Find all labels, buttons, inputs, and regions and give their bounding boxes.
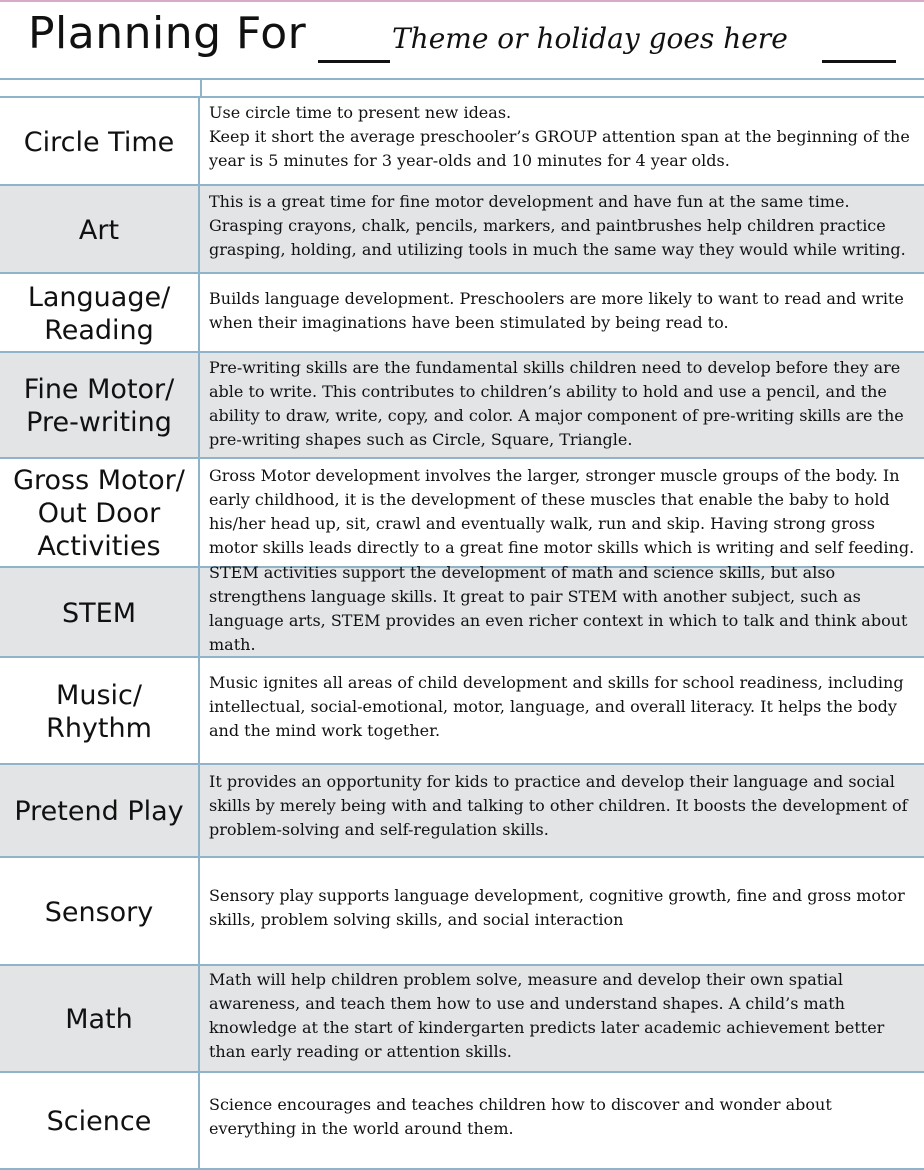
theme-placeholder: Theme or holiday goes here bbox=[392, 22, 788, 55]
activity-description bbox=[200, 186, 924, 272]
activity-description-text: STEM activities support the development of math and science skills, but also strengthens language skills. It great to pair STEM with another subject, such as language arts, STEM provides an even richer context in which to talk and think about math. bbox=[209, 563, 908, 654]
activity-label-line: Fine Motor/ bbox=[23, 374, 175, 406]
activity-label bbox=[0, 658, 200, 763]
activity-description-text: Science encourages and teaches children how to discover and wonder about everything in the world around them. bbox=[209, 1094, 832, 1138]
activity-table bbox=[0, 96, 924, 1170]
title-blank-line-left bbox=[318, 60, 390, 63]
activity-label-text bbox=[79, 215, 119, 248]
activity-label-line: STEM bbox=[62, 597, 136, 629]
activity-label bbox=[0, 966, 200, 1071]
table-row bbox=[0, 563, 924, 658]
activity-label-line: Pre-writing bbox=[26, 407, 172, 438]
activity-label bbox=[0, 274, 200, 351]
activity-label bbox=[0, 858, 200, 964]
table-row bbox=[0, 966, 924, 1073]
activity-label-text bbox=[14, 796, 183, 829]
activity-label-text bbox=[45, 897, 154, 930]
activity-label-line: Pretend Play bbox=[14, 796, 184, 828]
activity-label-line: Music/ bbox=[56, 679, 142, 711]
activity-label bbox=[0, 353, 200, 457]
activity-description bbox=[200, 658, 924, 763]
activity-description bbox=[200, 563, 924, 656]
table-row bbox=[0, 1073, 924, 1170]
activity-label-line: Language/ bbox=[27, 281, 171, 313]
table-row bbox=[0, 459, 924, 568]
activity-label-line: Reading bbox=[44, 314, 154, 346]
activity-description-text: Music ignites all areas of child development and skills for school readiness, including intellectual, social-emotional, motor, language, and overall literacy. It helps the body and the mind work together. bbox=[209, 672, 904, 740]
activity-description-text: Gross Motor development involves the larger, stronger muscle groups of the body. In early childhood, it is the development of these muscles that enable the baby to hold his/her head up, sit, crawl and eventually walk, run and skip. Having strong gross motor skills leads directly to a great fine motor skills which is writing and self feeding. bbox=[209, 465, 915, 557]
title-blank-line-right bbox=[822, 60, 896, 63]
activity-label-line: Circle Time bbox=[23, 126, 175, 158]
activity-description bbox=[200, 765, 924, 856]
activity-label-text bbox=[28, 282, 170, 348]
activity-label-text bbox=[13, 465, 185, 564]
activity-description bbox=[200, 353, 924, 457]
activity-label-line: Out Door bbox=[37, 498, 161, 530]
table-row bbox=[0, 765, 924, 858]
activity-label bbox=[0, 765, 200, 856]
activity-label bbox=[0, 459, 200, 566]
table-row bbox=[0, 98, 924, 186]
activity-description bbox=[200, 1073, 924, 1168]
activity-label-line: Gross Motor/ bbox=[13, 465, 185, 497]
activity-label bbox=[0, 186, 200, 272]
activity-label-line: Activities bbox=[37, 530, 161, 562]
table-row bbox=[0, 858, 924, 966]
sheet-header bbox=[0, 2, 924, 80]
table-row bbox=[0, 353, 924, 459]
page-title: Planning For bbox=[28, 8, 307, 59]
activity-description-text: Builds language development. Preschoolers are more likely to want to read and write when their imaginations have been stimulated by being read to. bbox=[209, 288, 904, 332]
table-row bbox=[0, 274, 924, 353]
activity-label-text bbox=[24, 374, 175, 440]
column-divider-stub bbox=[200, 80, 202, 96]
table-row bbox=[0, 658, 924, 765]
activity-label-text bbox=[62, 598, 136, 631]
activity-description bbox=[200, 98, 924, 184]
activity-description bbox=[200, 858, 924, 964]
table-row bbox=[0, 186, 924, 274]
activity-description-text: Math will help children problem solve, measure and develop their own spatial awareness, and teach them how to use and understand shapes. A child’s math knowledge at the start of kindergarten predicts later academic achievement better than early reading or attention skills. bbox=[209, 969, 885, 1061]
activity-label-line: Rhythm bbox=[46, 712, 152, 744]
activity-label bbox=[0, 568, 200, 656]
activity-label-text bbox=[46, 680, 152, 746]
activity-label bbox=[0, 1073, 200, 1168]
activity-label-text bbox=[24, 127, 174, 160]
activity-description bbox=[200, 459, 924, 566]
activity-label bbox=[0, 98, 200, 184]
activity-label-line: Math bbox=[65, 1004, 133, 1036]
activity-label-text bbox=[65, 1004, 133, 1037]
activity-description-text: This is a great time for fine motor development and have fun at the same time. Grasping crayons, chalk, pencils, markers, and paintbrushes help children practice grasping, holding, and utilizing tools in much the same way they would while writing. bbox=[209, 192, 906, 259]
activity-label-line: Science bbox=[46, 1106, 152, 1138]
activity-label-line: Sensory bbox=[44, 896, 154, 928]
activity-description-text: Sensory play supports language development, cognitive growth, fine and gross motor skills, problem solving skills, and social interaction bbox=[209, 886, 905, 929]
activity-description-text: It provides an opportunity for kids to practice and develop their language and social skills by merely being with and talking to other children. It boosts the development of problem-solving and self-regulation skills. bbox=[209, 771, 908, 839]
activity-description bbox=[200, 274, 924, 351]
activity-label-text bbox=[47, 1106, 152, 1139]
activity-description-text: Use circle time to present new ideas. Keep it short the average preschooler’s GROUP attention span at the beginning of the year is 5 minutes for 3 year-olds and 10 minutes for 4 year olds. bbox=[209, 103, 910, 170]
activity-description bbox=[200, 966, 924, 1071]
activity-description-text: Pre-writing skills are the fundamental skills children need to develop before they are able to write. This contributes to children’s ability to hold and use a pencil, and the ability to draw, write, copy, and color. A major component of pre-writing skills are the pre-writing shapes such as Circle, Square, Triangle. bbox=[209, 358, 904, 449]
activity-label-line: Art bbox=[78, 214, 120, 246]
